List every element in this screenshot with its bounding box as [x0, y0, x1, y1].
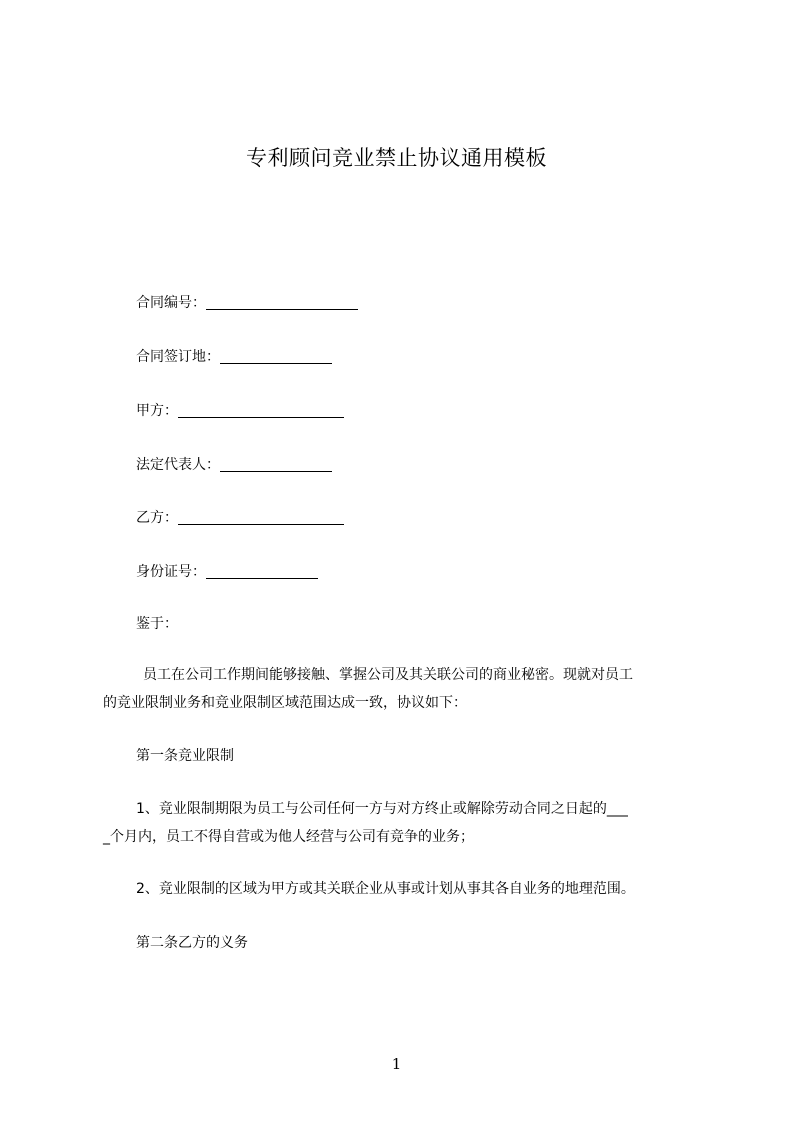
id-number-label: 身份证号：	[136, 564, 206, 580]
party-b-label: 乙方：	[136, 510, 178, 526]
legal-representative-blank	[220, 455, 332, 472]
article-2-heading: 第二条乙方的义务	[136, 935, 248, 951]
page-number: 1	[391, 1055, 402, 1073]
document-title: 专利顾问竞业禁止协议通用模板	[246, 146, 547, 170]
party-a-blank	[178, 401, 344, 418]
signing-place-blank	[220, 347, 332, 364]
intro-line-2: 的竞业限制业务和竞业限制区域范围达成一致，协议如下：	[103, 695, 467, 711]
party-a-field	[136, 400, 344, 420]
legal-representative-label: 法定代表人：	[136, 457, 220, 473]
whereas-heading: 鉴于：	[136, 616, 178, 632]
signing-place-field	[136, 346, 332, 366]
clause-1-line-1: 1、竞业限制期限为员工与公司任何一方与对方终止或解除劳动合同之日起的___	[136, 801, 628, 817]
contract-number-blank	[206, 293, 358, 310]
id-number-field	[136, 561, 318, 581]
article-1-heading: 第一条竞业限制	[136, 748, 234, 764]
clause-2: 2、竞业限制的区域为甲方或其关联企业从事或计划从事其各自业务的地理范围。	[136, 881, 635, 897]
contract-number-field	[136, 292, 358, 312]
legal-representative-field	[136, 454, 332, 474]
signing-place-label: 合同签订地：	[136, 349, 220, 365]
party-b-blank	[178, 508, 344, 525]
party-a-label: 甲方：	[136, 403, 178, 419]
intro-line-1: 员工在公司工作期间能够接触、掌握公司及其关联公司的商业秘密。现就对员工	[143, 667, 633, 683]
clause-1-line-2: _个月内，员工不得自营或为他人经营与公司有竞争的业务；	[103, 829, 474, 845]
contract-number-label: 合同编号：	[136, 295, 206, 311]
party-b-field	[136, 507, 344, 527]
id-number-blank	[206, 562, 318, 579]
